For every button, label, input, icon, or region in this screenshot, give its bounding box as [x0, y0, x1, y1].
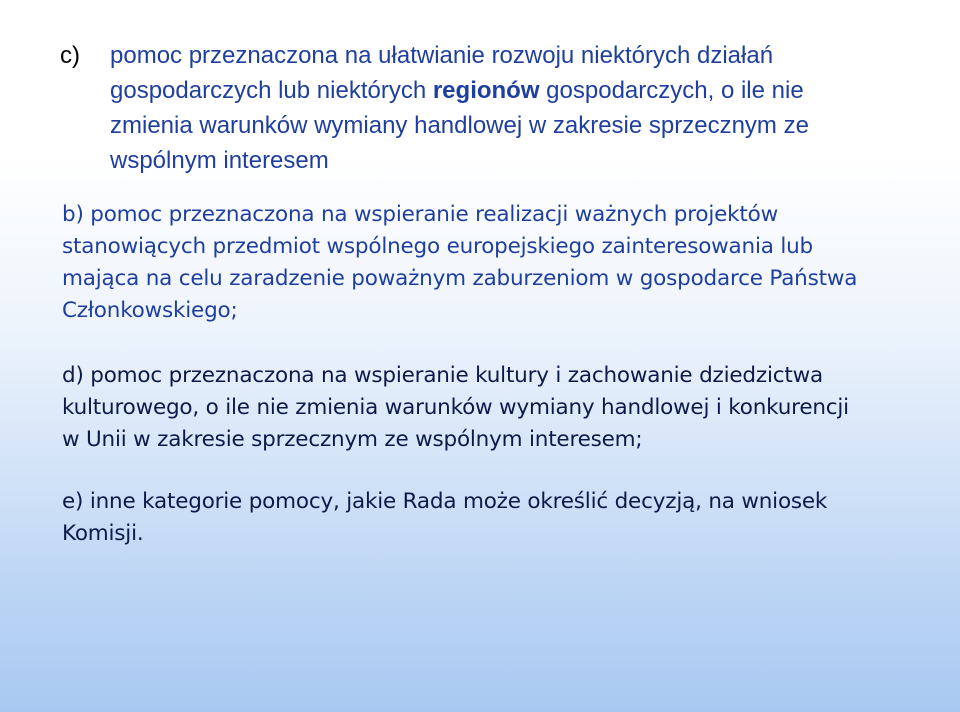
item-c-line-1 — [110, 38, 920, 73]
item-d-line-1: d) pomoc przeznaczona na wspieranie kultury i zachowanie dziedzictwa — [62, 363, 823, 388]
item-c-line-4 — [110, 143, 920, 178]
item-c-line-2 — [110, 73, 920, 108]
item-d — [62, 360, 952, 456]
item-e-line-1: e) inne kategorie pomocy, jakie Rada może określić decyzją, na wniosek — [62, 489, 828, 514]
item-b-line-1: b) pomoc przeznaczona na wspieranie realizacji ważnych projektów — [62, 202, 778, 227]
item-b-line-4: Członkowskiego; — [62, 298, 238, 323]
item-c-line-3 — [110, 108, 920, 143]
item-c-line-3-text: zmienia warunków wymiany handlowej w zakresie sprzecznym ze — [110, 112, 809, 139]
item-c-line-2-text-before: gospodarczych lub niektórych — [110, 77, 433, 104]
item-c — [60, 38, 920, 178]
item-e — [62, 486, 942, 550]
item-c-bold-word: regionów — [432, 77, 540, 104]
item-b — [62, 199, 942, 327]
item-d-line-3: w Unii w zakresie sprzecznym ze wspólnym interesem; — [62, 427, 643, 452]
item-c-line-4-text: wspólnym interesem — [110, 147, 329, 174]
item-b-line-2: stanowiących przedmiot wspólnego europejskiego zainteresowania lub — [62, 234, 813, 259]
item-e-line-2: Komisji. — [62, 521, 144, 546]
item-b-line-3: mająca na celu zaradzenie poważnym zaburzeniom w gospodarce Państwa — [62, 266, 858, 291]
item-c-line-2-text-after: gospodarczych, o ile nie — [539, 77, 804, 104]
item-c-line-1-text: pomoc przeznaczona na ułatwianie rozwoju niektórych działań — [110, 42, 774, 69]
item-d-line-2: kulturowego, o ile nie zmienia warunków wymiany handlowej i konkurencji — [62, 395, 849, 420]
item-c-text — [110, 38, 920, 178]
item-c-label: c) — [60, 42, 80, 69]
